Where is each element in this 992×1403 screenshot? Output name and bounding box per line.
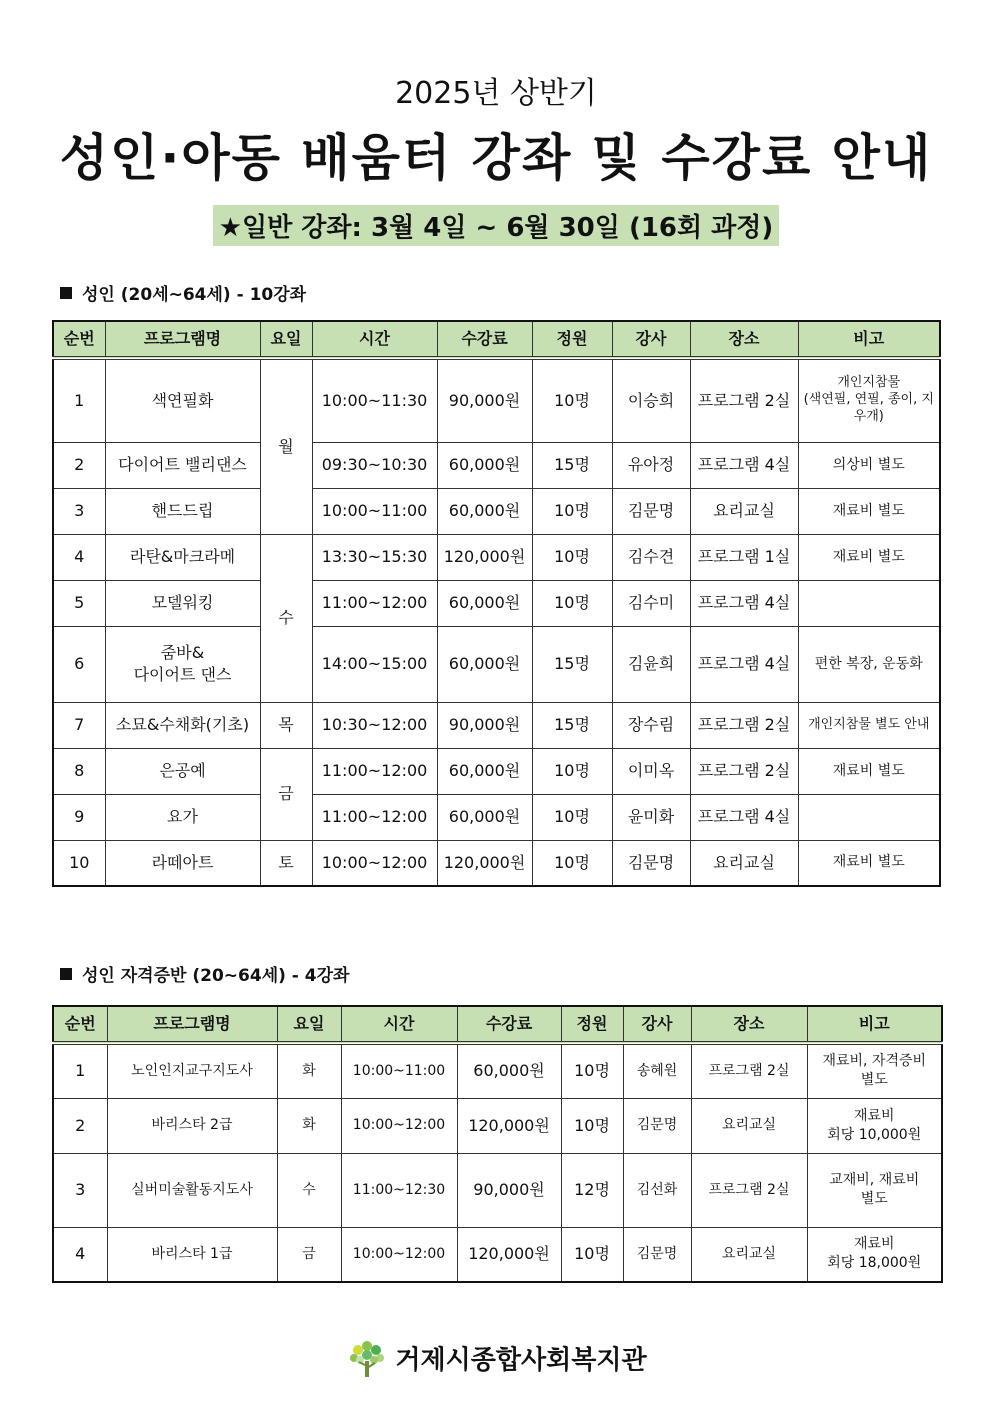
cell-capacity: 10명 — [532, 488, 612, 534]
cell-name: 색연필화 — [105, 358, 260, 442]
cell-no: 6 — [53, 626, 105, 702]
cell-time: 09:30~10:30 — [312, 442, 437, 488]
cell-teacher: 김문명 — [623, 1098, 691, 1153]
col-header: 강사 — [623, 1006, 691, 1043]
section1-title-text: 성인 (20세~64세) - 10강좌 — [82, 285, 307, 305]
cell-name: 소묘&수채화(기초) — [105, 702, 260, 748]
cell-name: 라탄&마크라메 — [105, 534, 260, 580]
cell-time: 10:00~12:00 — [312, 840, 437, 886]
cell-capacity: 15명 — [532, 702, 612, 748]
cell-time: 11:00~12:00 — [312, 794, 437, 840]
cell-time: 10:00~12:00 — [341, 1227, 457, 1282]
cell-name: 실버미술활동지도사 — [107, 1153, 277, 1227]
cell-fee: 60,000원 — [437, 488, 532, 534]
cell-teacher: 이승희 — [612, 358, 690, 442]
cell-teacher: 김문명 — [612, 488, 690, 534]
cell-capacity: 15명 — [532, 442, 612, 488]
table-row — [53, 702, 940, 748]
cell-capacity: 15명 — [532, 626, 612, 702]
adult-course-table — [52, 320, 941, 887]
cell-note — [798, 580, 940, 626]
cell-place: 프로그램 2실 — [691, 1043, 807, 1098]
cell-capacity: 10명 — [532, 358, 612, 442]
tree-logo-icon — [345, 1336, 389, 1380]
cell-note: 편한 복장, 운동화 — [798, 626, 940, 702]
org-name: 거제시종합사회복지관 — [395, 1345, 647, 1376]
cell-fee: 120,000원 — [437, 840, 532, 886]
cell-no: 10 — [53, 840, 105, 886]
cell-note: 의상비 별도 — [798, 442, 940, 488]
cell-time: 14:00~15:00 — [312, 626, 437, 702]
cell-teacher: 김선화 — [623, 1153, 691, 1227]
cell-note: 개인지참물 별도 안내 — [798, 702, 940, 748]
cell-name: 은공예 — [105, 748, 260, 794]
cell-no: 1 — [53, 358, 105, 442]
cell-no: 9 — [53, 794, 105, 840]
cell-place: 요리교실 — [690, 488, 798, 534]
cell-time: 10:00~11:00 — [312, 488, 437, 534]
cell-place: 프로그램 4실 — [690, 626, 798, 702]
cell-note: 재료비 별도 — [798, 488, 940, 534]
cell-fee: 60,000원 — [437, 442, 532, 488]
table-row — [53, 1098, 942, 1153]
section2-title-text: 성인 자격증반 (20~64세) - 4강좌 — [82, 966, 350, 986]
cell-teacher: 김문명 — [623, 1227, 691, 1282]
cell-fee: 90,000원 — [437, 358, 532, 442]
cell-no: 8 — [53, 748, 105, 794]
cell-teacher: 김수미 — [612, 580, 690, 626]
certificate-course-table — [52, 1005, 943, 1283]
cell-time: 10:00~11:30 — [312, 358, 437, 442]
cell-day: 토 — [260, 840, 312, 886]
col-header: 장소 — [690, 321, 798, 358]
col-header: 수강료 — [457, 1006, 561, 1043]
cell-day: 화 — [277, 1098, 341, 1153]
cell-no: 4 — [53, 1227, 107, 1282]
cell-teacher: 김문명 — [612, 840, 690, 886]
subtitle: 2025년 상반기 — [395, 76, 597, 111]
cell-note: 교재비, 재료비 별도 — [807, 1153, 942, 1227]
cell-place: 요리교실 — [691, 1227, 807, 1282]
cell-fee: 90,000원 — [457, 1153, 561, 1227]
col-header: 프로그램명 — [107, 1006, 277, 1043]
table-row — [53, 488, 940, 534]
cell-day: 수 — [277, 1153, 341, 1227]
cell-no: 3 — [53, 1153, 107, 1227]
cell-day: 금 — [277, 1227, 341, 1282]
col-header: 비고 — [807, 1006, 942, 1043]
col-header: 정원 — [532, 321, 612, 358]
cell-no: 4 — [53, 534, 105, 580]
cell-note: 재료비 별도 — [798, 534, 940, 580]
table-row — [53, 1153, 942, 1227]
table-row — [53, 580, 940, 626]
table-row — [53, 1227, 942, 1282]
table-header-row — [53, 1006, 942, 1043]
cell-capacity: 10명 — [561, 1227, 623, 1282]
square-bullet-icon — [60, 968, 72, 980]
cell-no: 5 — [53, 580, 105, 626]
cell-fee: 120,000원 — [457, 1098, 561, 1153]
col-header: 비고 — [798, 321, 940, 358]
col-header: 정원 — [561, 1006, 623, 1043]
cell-fee: 60,000원 — [457, 1043, 561, 1098]
cell-capacity: 10명 — [532, 748, 612, 794]
table-row — [53, 840, 940, 886]
cell-place: 프로그램 2실 — [690, 358, 798, 442]
cell-time: 11:00~12:00 — [312, 748, 437, 794]
cell-time: 11:00~12:00 — [312, 580, 437, 626]
table-row — [53, 748, 940, 794]
cell-fee: 60,000원 — [437, 794, 532, 840]
cell-name: 모델워킹 — [105, 580, 260, 626]
cell-capacity: 10명 — [532, 794, 612, 840]
cell-day: 금 — [260, 748, 312, 840]
cell-place: 프로그램 4실 — [690, 794, 798, 840]
cell-fee: 120,000원 — [437, 534, 532, 580]
footer — [0, 1336, 992, 1380]
cell-note: 개인지참물 (색연필, 연필, 종이, 지우개) — [798, 358, 940, 442]
cell-teacher: 장수림 — [612, 702, 690, 748]
cell-time: 10:00~12:00 — [341, 1098, 457, 1153]
cell-teacher: 이미옥 — [612, 748, 690, 794]
cell-place: 프로그램 2실 — [691, 1153, 807, 1227]
cell-capacity: 10명 — [532, 580, 612, 626]
cell-no: 2 — [53, 1098, 107, 1153]
col-header: 순번 — [53, 321, 105, 358]
cell-capacity: 12명 — [561, 1153, 623, 1227]
cell-capacity: 10명 — [561, 1098, 623, 1153]
cell-time: 11:00~12:30 — [341, 1153, 457, 1227]
col-header: 순번 — [53, 1006, 107, 1043]
col-header: 강사 — [612, 321, 690, 358]
cell-fee: 60,000원 — [437, 580, 532, 626]
banner-wrap — [0, 205, 992, 246]
cell-fee: 120,000원 — [457, 1227, 561, 1282]
cell-note: 재료비 별도 — [798, 748, 940, 794]
section1-title — [60, 280, 306, 305]
cell-teacher: 유아정 — [612, 442, 690, 488]
cell-no: 3 — [53, 488, 105, 534]
table-row — [53, 358, 940, 442]
col-header: 요일 — [260, 321, 312, 358]
cell-no: 2 — [53, 442, 105, 488]
col-header: 수강료 — [437, 321, 532, 358]
cell-no: 1 — [53, 1043, 107, 1098]
cell-teacher: 김수견 — [612, 534, 690, 580]
square-bullet-icon — [60, 287, 72, 299]
cell-place: 프로그램 4실 — [690, 580, 798, 626]
cell-name: 핸드드립 — [105, 488, 260, 534]
cell-note: 재료비, 자격증비 별도 — [807, 1043, 942, 1098]
table-row — [53, 442, 940, 488]
cell-place: 프로그램 2실 — [690, 702, 798, 748]
cell-note: 재료비 별도 — [798, 840, 940, 886]
cell-name: 바리스타 2급 — [107, 1098, 277, 1153]
table-row — [53, 1043, 942, 1098]
cell-teacher: 송혜원 — [623, 1043, 691, 1098]
cell-fee: 90,000원 — [437, 702, 532, 748]
section2-title — [60, 961, 349, 986]
cell-name: 다이어트 밸리댄스 — [105, 442, 260, 488]
col-header: 시간 — [312, 321, 437, 358]
cell-name: 라떼아트 — [105, 840, 260, 886]
cell-day: 목 — [260, 702, 312, 748]
col-header: 요일 — [277, 1006, 341, 1043]
col-header: 프로그램명 — [105, 321, 260, 358]
cell-name: 바리스타 1급 — [107, 1227, 277, 1282]
col-header: 시간 — [341, 1006, 457, 1043]
cell-teacher: 김윤희 — [612, 626, 690, 702]
cell-capacity: 10명 — [561, 1043, 623, 1098]
cell-name: 줌바& 다이어트 댄스 — [105, 626, 260, 702]
table-row — [53, 794, 940, 840]
cell-capacity: 10명 — [532, 840, 612, 886]
cell-day: 월 — [260, 358, 312, 534]
cell-place: 프로그램 2실 — [690, 748, 798, 794]
col-header: 장소 — [691, 1006, 807, 1043]
cell-place: 프로그램 4실 — [690, 442, 798, 488]
cell-no: 7 — [53, 702, 105, 748]
cell-note: 재료비 회당 10,000원 — [807, 1098, 942, 1153]
cell-name: 노인인지교구지도사 — [107, 1043, 277, 1098]
table-row — [53, 534, 940, 580]
cell-place: 프로그램 1실 — [690, 534, 798, 580]
cell-note: 재료비 회당 18,000원 — [807, 1227, 942, 1282]
cell-fee: 60,000원 — [437, 626, 532, 702]
cell-teacher: 윤미화 — [612, 794, 690, 840]
cell-name: 요가 — [105, 794, 260, 840]
cell-day: 수 — [260, 534, 312, 702]
cell-place: 요리교실 — [690, 840, 798, 886]
page-title: 성인·아동 배움터 강좌 및 수강료 안내 — [59, 129, 933, 187]
cell-note — [798, 794, 940, 840]
cell-time: 10:00~11:00 — [341, 1043, 457, 1098]
table-header-row — [53, 321, 940, 358]
cell-fee: 60,000원 — [437, 748, 532, 794]
cell-place: 요리교실 — [691, 1098, 807, 1153]
cell-day: 화 — [277, 1043, 341, 1098]
cell-capacity: 10명 — [532, 534, 612, 580]
table-row — [53, 626, 940, 702]
period-banner: ★일반 강좌: 3월 4일 ~ 6월 30일 (16회 과정) — [213, 205, 780, 246]
cell-time: 13:30~15:30 — [312, 534, 437, 580]
cell-time: 10:30~12:00 — [312, 702, 437, 748]
